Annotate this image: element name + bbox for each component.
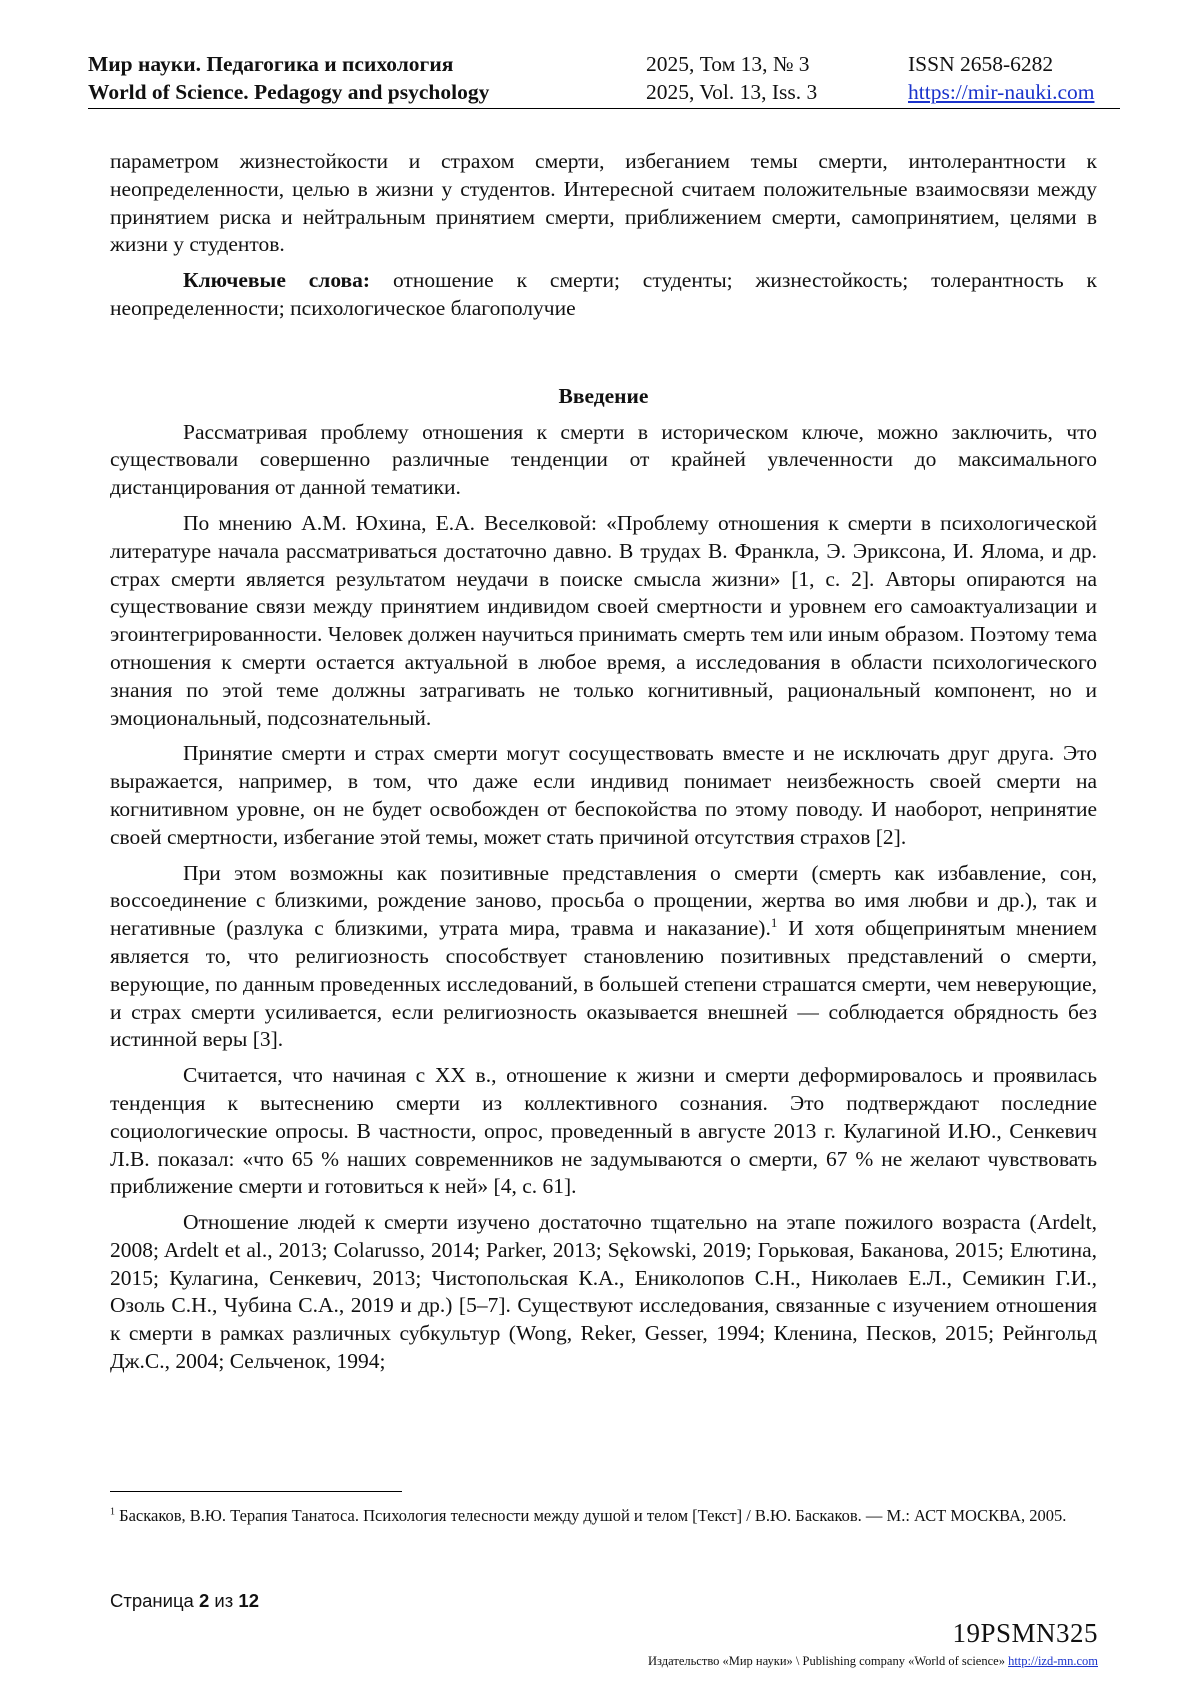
issue-info xyxy=(646,50,817,106)
footnote-mark: 1 xyxy=(110,1506,115,1518)
issue-info-ru: 2025, Том 13, № 3 xyxy=(646,52,810,76)
journal-title-ru: Мир науки. Педагогика и психология xyxy=(88,52,454,76)
article-body xyxy=(110,148,1097,1376)
keywords-text: отношение к смерти; студенты; жизнестойкость; толерантность к неопределенности; психологическое благополучие xyxy=(110,268,1097,320)
footnote-divider xyxy=(110,1491,402,1492)
page-number: Страница 2 из 12 xyxy=(110,1590,259,1611)
paragraph: Рассматривая проблему отношения к смерти в историческом ключе, можно заключить, что существовали совершенно различные тенденции от крайней увлеченности до максимального дистанцирования от данной тематики. xyxy=(110,419,1097,500)
article-code: 19PSMN325 xyxy=(952,1618,1098,1648)
section-title: Введение xyxy=(558,383,649,408)
abstract-tail: параметром жизнестойкости и страхом смерти, избеганием темы смерти, интолерантности к неопределенности, целью в жизни у студентов. Интересной считаем положительные взаимосвязи между принятием риска и нейтральным принятием смерти, приближением смерти, самопринятием, целями в жизни у студентов. xyxy=(110,149,1097,257)
paragraph: Отношение людей к смерти изучено достаточно тщательно на этапе пожилого возраста (Ardelt, 2008; Ardelt et al., 2013; Colarusso, 2014; Parker, 2013; Sękowski, 2019; Горьковая, Баканова, 2015; Елютина, 2015; Кулагина, Сенкевич, 2013; Чистопольская К.А., Ениколопов С.Н., Николаев Е.Л., Семикин Г.И., Озоль С.Н., Чубина С.А., 2019 и др.) [5–7]. Существуют исследования, связанные с изучением отношения к смерти в рамках различных субкультур (Wong, Reker, Gesser, 1994; Кленина, Песков, 2015; Рейнгольд Дж.С., 2004; Сельченок, 1994; xyxy=(110,1210,1097,1374)
journal-title xyxy=(88,50,489,106)
publisher-link[interactable]: http://izd-mn.com xyxy=(1008,1654,1098,1668)
issn-block xyxy=(908,50,1094,106)
paragraph: Считается, что начиная с XX в., отношение к жизни и смерти деформировалось и проявилась тенденция к вытеснению смерти из коллективного сознания. Это подтверждают последние социологические опросы. В частности, опрос, проведенный в августе 2013 г. Кулагиной И.Ю., Сенкевич Л.В. показал: «что 65 % наших современников не задумываются о смерти, 67 % не желают чувствовать приближение смерти и готовиться к ней» [4, с. 61]. xyxy=(110,1063,1097,1199)
keywords-label: Ключевые слова: xyxy=(183,268,371,293)
issn: ISSN 2658-6282 xyxy=(908,52,1054,76)
issue-info-en: 2025, Vol. 13, Iss. 3 xyxy=(646,80,818,104)
publisher-line: Издательство «Мир науки» \ Publishing company «World of science» http://izd-mn.com xyxy=(648,1654,1098,1668)
journal-title-en: World of Science. Pedagogy and psychology xyxy=(88,80,490,104)
journal-header xyxy=(88,50,1120,109)
journal-site-link[interactable]: https://mir-nauki.com xyxy=(908,80,1095,104)
keywords xyxy=(110,267,1097,323)
paragraph: По мнению А.М. Юхина, Е.А. Веселковой: «Проблему отношения к смерти в психологической литературе начала рассматриваться достаточно давно. В трудах В. Франкла, Э. Эриксона, И. Ялома, и др. страх смерти является результатом неудачи в поиске смысла жизни» [1, с. 2]. Авторы опираются на существование связи между принятием индивидом своей смертности и уровнем его самоактуализации и эгоинтегрированности. Человек должен научиться принимать смерть тем или иным образом. Поэтому тема отношения к смерти остается актуальной в любое время, а исследования в области психологического знания по этой теме должны затрагивать не только когнитивный, рациональный компонент, но и эмоциональный, подсознательный. xyxy=(110,510,1097,730)
footnote-text: Баскаков, В.Ю. Терапия Танатоса. Психология телесности между душой и телом [Текст] / В.Ю. Баскаков. — М.: АСТ МОСКВА, 2005. xyxy=(115,1506,1067,1525)
footnote xyxy=(110,1505,1097,1527)
paragraph: Принятие смерти и страх смерти могут сосуществовать вместе и не исключать друг друга. Это выражается, например, в том, что даже если индивид понимает неизбежность своей смерти на когнитивном уровне, он не будет освобожден от беспокойства по этому поводу. И наоборот, непринятие своей смертности, избегание этой темы, может стать причиной отсутствия страхов [2]. xyxy=(110,741,1097,849)
paragraph-with-footnote: При этом возможны как позитивные представления о смерти (смерть как избавление, сон, воссоединение с близкими, рождение заново, просьба о прощении, жертва во имя любви и др.), так и негативные (разлука с близкими, утрата мира, травма и наказание).$^1$ И хотя общепринятым мнением является то, что религиозность способствует становлению позитивных представлений о смерти, верующие, по данным проведенных исследований, в большей степени страшатся смерти, чем неверующие, и страх смерти усиливается, если религиозность оказывается внешней — соблюдается обрядность без истинной веры [3]. xyxy=(110,860,1097,1052)
footnote-reference[interactable]: 1 xyxy=(770,914,778,930)
page-total: 12 xyxy=(238,1590,259,1611)
page-current: 2 xyxy=(199,1590,210,1611)
